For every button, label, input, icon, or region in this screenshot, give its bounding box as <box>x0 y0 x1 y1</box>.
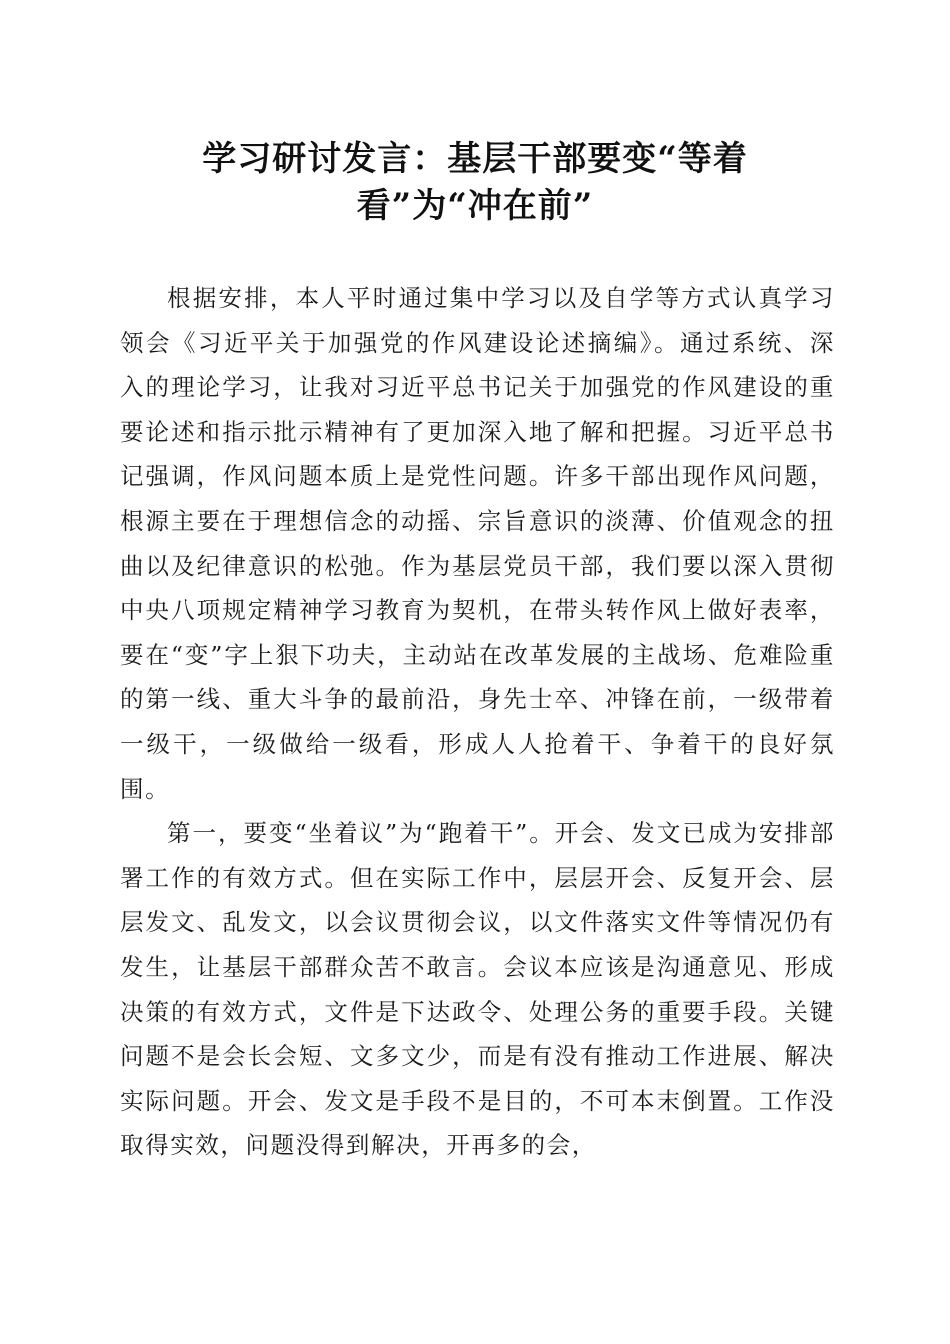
paragraph-intro: 根据安排，本人平时通过集中学习以及自学等方式认真学习领会《习近平关于加强党的作风建设论述摘编》。通过系统、深入的理论学习，让我对习近平总书记关于加强党的作风建设的重要论述和指示批示精神有了更加深入地了解和把握。习近平总书记强调，作风问题本质上是党性问题。许多干部出现作风问题，根源主要在于理想信念的动摇、宗旨意识的淡薄、价值观念的扭曲以及纪律意识的松弛。作为基层党员干部，我们要以深入贯彻中央八项规定精神学习教育为契机，在带头转作风上做好表率，要在“变”字上狠下功夫，主动站在改革发展的主战场、危难险重的第一线、重大斗争的最前沿，身先士卒、冲锋在前，一级带着一级干，一级做给一级看，形成人人抢着干、争着干的良好氛围。 <box>120 284 835 803</box>
title-line-1: 学习研讨发言：基层干部要变“等着 <box>202 139 748 179</box>
document-body <box>120 276 835 1168</box>
document-title <box>120 136 830 230</box>
paragraph-point-one: 第一，要变“坐着议”为“跑着干”。开会、发文已成为安排部署工作的有效方式。但在实际工作中，层层开会、反复开会、层层发文、乱发文，以会议贯彻会议，以文件落实文件等情况仍有发生，让基层干部群众苦不敢言。会议本应该是沟通意见、形成决策的有效方式，文件是下达政令、处理公务的重要手段。关键问题不是会长会短、文多文少，而是有没有推动工作进展、解决实际问题。开会、发文是手段不是目的，不可本末倒置。工作没取得实效，问题没得到解决，开再多的会， <box>120 819 835 1160</box>
title-line-2: 看”为“冲在前” <box>356 186 594 226</box>
